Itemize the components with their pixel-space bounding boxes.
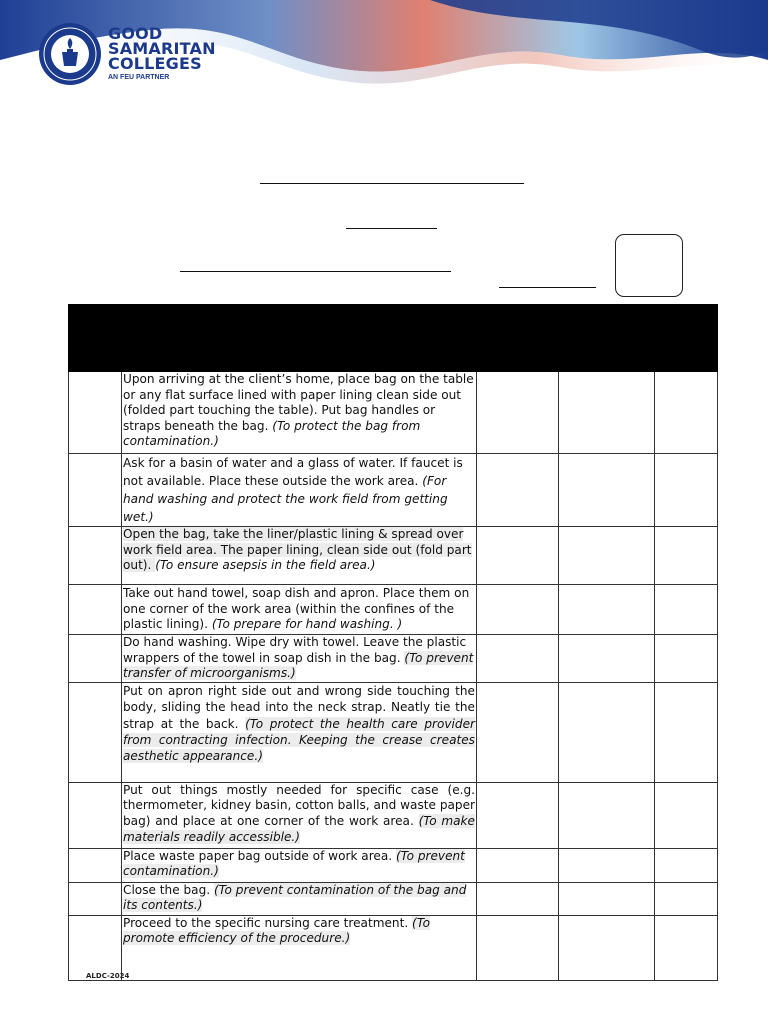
table-row (69, 454, 718, 527)
score-cell[interactable] (559, 882, 655, 915)
subtitle-blank-line (346, 228, 437, 229)
step-text: Upon arriving at the client’s home, place bag on the table or any flat surface lined with paper lining clean side out (folded part touching the table). Put bag handles or straps beneath the bag. (123, 372, 474, 433)
step-rationale: (To prevent contamination.) (123, 848, 465, 879)
college-wordmark (108, 26, 216, 81)
header-cell (122, 305, 477, 372)
step-cell (122, 527, 477, 585)
step-text: Ask for a basin of water and a glass of water. If faucet is not available. Place these outside the work area. (123, 456, 463, 488)
score-cell[interactable] (559, 848, 655, 882)
score-cell[interactable] (559, 454, 655, 527)
step-text: Do hand washing. Wipe dry with towel. Leave the plastic wrappers of the towel in soap dish in the bag. (123, 635, 467, 665)
score-cell[interactable] (655, 682, 718, 782)
step-cell (122, 682, 477, 782)
number-cell (69, 372, 122, 454)
score-cell[interactable] (559, 372, 655, 454)
score-cell[interactable] (477, 527, 559, 585)
step-text: Put out things mostly needed for specific case (e.g. thermometer, kidney basin, cotton balls, and waste paper bag) and place at one corner of the work area. (123, 782, 475, 828)
table-row (69, 882, 718, 915)
step-cell (122, 848, 477, 882)
score-cell[interactable] (655, 915, 718, 980)
number-cell (69, 585, 122, 635)
number-cell (69, 527, 122, 585)
step-text: Take out hand towel, soap dish and apron. Place them on one corner of the work area (within the confines of the plastic lining). (123, 586, 470, 632)
table-row (69, 585, 718, 635)
step-rationale: (To ensure asepsis in the field area.) (155, 558, 376, 573)
document-code: ALDC-2024 (86, 972, 130, 980)
table-row (69, 527, 718, 585)
table-row (69, 372, 718, 454)
number-cell (69, 454, 122, 527)
brand-line-1: GOOD (108, 24, 163, 43)
score-cell[interactable] (477, 454, 559, 527)
brand-line-2: SAMARITAN (108, 39, 216, 58)
step-rationale: (To prepare for hand washing. ) (211, 617, 403, 632)
number-cell (69, 682, 122, 782)
step-text: Close the bag. (123, 882, 214, 897)
score-cell[interactable] (655, 585, 718, 635)
table-header-row (69, 305, 718, 372)
header-cell (559, 305, 655, 372)
number-cell (69, 848, 122, 882)
score-cell[interactable] (559, 782, 655, 848)
score-cell[interactable] (655, 454, 718, 527)
step-text: Open the bag, take the liner/plastic lining & spread over work field area. The paper lining, clean side out (fold part out). (123, 527, 472, 573)
score-cell[interactable] (477, 682, 559, 782)
score-cell[interactable] (477, 635, 559, 683)
step-text: Place waste paper bag outside of work area. (123, 848, 396, 863)
score-cell[interactable] (655, 635, 718, 683)
step-cell (122, 585, 477, 635)
step-cell (122, 915, 477, 980)
score-cell[interactable] (477, 848, 559, 882)
score-cell[interactable] (655, 848, 718, 882)
score-cell[interactable] (559, 635, 655, 683)
header-cell (655, 305, 718, 372)
score-cell[interactable] (477, 915, 559, 980)
step-cell (122, 635, 477, 683)
step-rationale: (To make materials readily accessible.) (123, 813, 475, 844)
score-cell[interactable] (477, 372, 559, 454)
step-rationale: (To protect the bag from contamination.) (123, 418, 421, 449)
step-rationale: (To protect the health care provider from contracting infection. Keeping the crease creates aesthetic appearance.) (123, 716, 475, 764)
number-cell (69, 635, 122, 683)
step-cell (122, 882, 477, 915)
date-blank-line (499, 287, 596, 288)
step-text: Proceed to the specific nursing care treatment. (123, 915, 413, 930)
score-cell[interactable] (559, 527, 655, 585)
score-cell[interactable] (655, 782, 718, 848)
number-cell (69, 782, 122, 848)
step-cell (122, 372, 477, 454)
brand-line-3: COLLEGES (108, 54, 202, 73)
score-cell[interactable] (655, 882, 718, 915)
table-row (69, 782, 718, 848)
score-cell[interactable] (477, 782, 559, 848)
score-cell[interactable] (477, 882, 559, 915)
table-row (69, 915, 718, 980)
number-cell (69, 915, 122, 980)
step-rationale: (To promote efficiency of the procedure.) (123, 915, 431, 946)
step-cell (122, 782, 477, 848)
number-cell (69, 882, 122, 915)
table-row (69, 682, 718, 782)
step-rationale: (For hand washing and protect the work field from getting wet.) (123, 474, 448, 524)
brand-tagline: AN FEU PARTNER (108, 74, 170, 81)
step-rationale: (To prevent transfer of microorganisms.) (123, 650, 474, 681)
title-blank-line (260, 183, 524, 184)
score-cell[interactable] (559, 682, 655, 782)
header-cell (69, 305, 122, 372)
score-cell[interactable] (559, 915, 655, 980)
header-cell (477, 305, 559, 372)
name-blank-line (180, 271, 451, 272)
step-cell (122, 454, 477, 527)
score-box (615, 234, 683, 297)
step-text: Put on apron right side out and wrong side touching the body, sliding the head into the neck strap. Neatly tie the strap at the back. (123, 683, 475, 731)
score-cell[interactable] (477, 585, 559, 635)
score-cell[interactable] (655, 372, 718, 454)
score-cell[interactable] (559, 585, 655, 635)
table-row (69, 635, 718, 683)
step-rationale: (To prevent contamination of the bag and its contents.) (123, 882, 467, 913)
college-seal-logo (38, 22, 102, 86)
score-cell[interactable] (655, 527, 718, 585)
procedure-checklist-table (68, 304, 718, 981)
table-row (69, 848, 718, 882)
